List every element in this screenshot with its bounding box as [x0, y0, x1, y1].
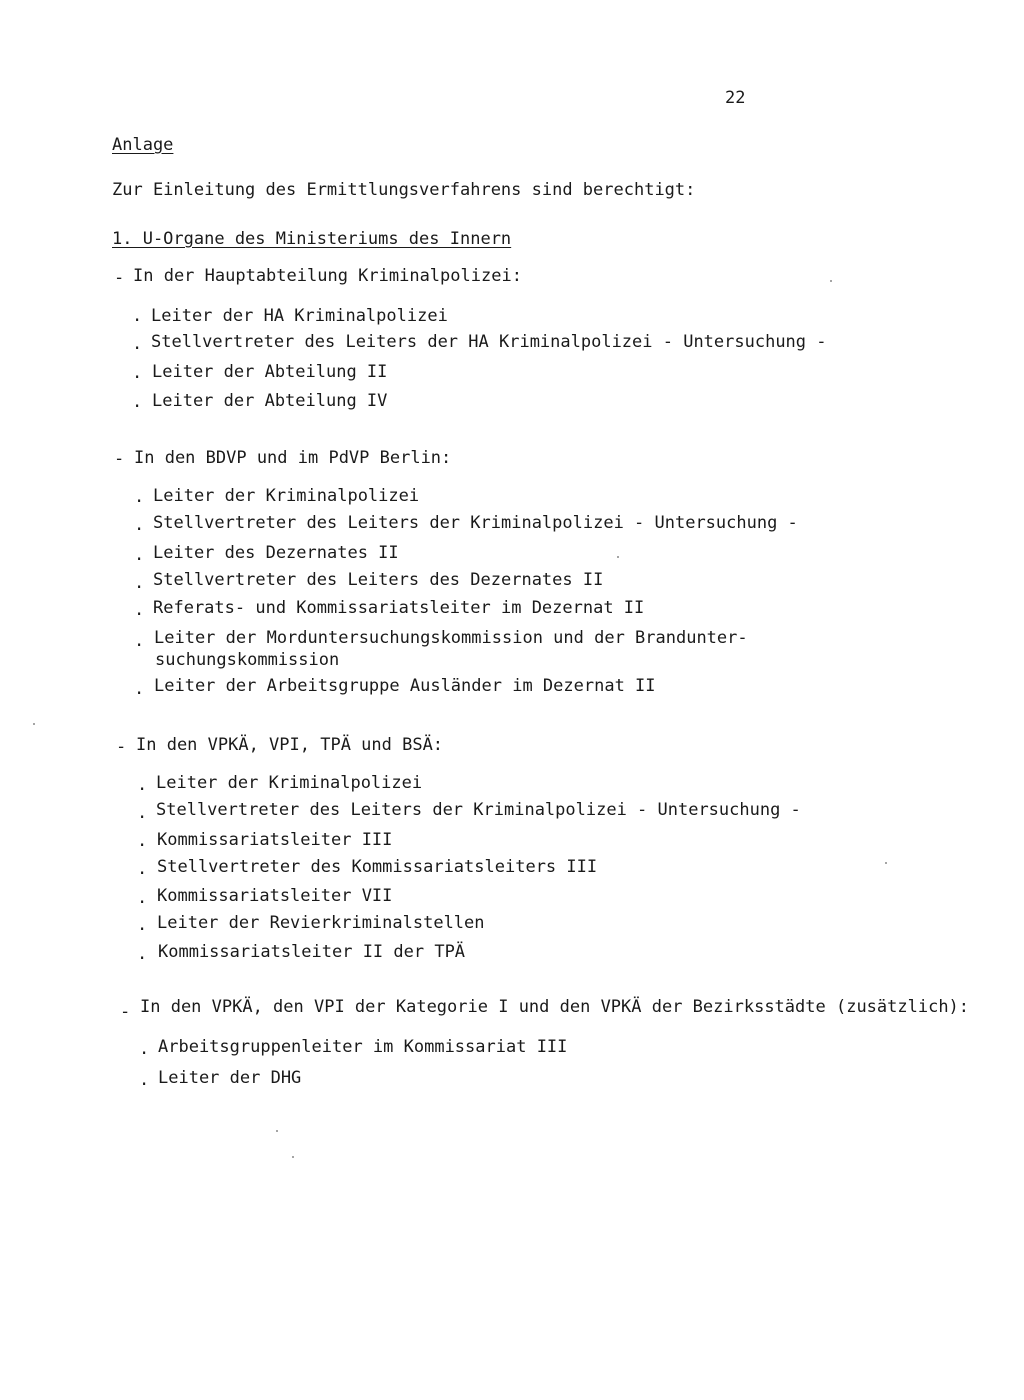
group-3-dash: -: [116, 737, 127, 757]
group-1-title: In der Hauptabteilung Kriminalpolizei:: [133, 266, 522, 286]
bullet: .: [137, 803, 148, 823]
list-item: Leiter der Kriminalpolizei: [156, 773, 423, 793]
group-2-dash: -: [114, 449, 125, 469]
scan-speck: [885, 862, 887, 864]
bullet: .: [132, 334, 143, 354]
list-item: Leiter des Dezernates II: [153, 543, 399, 563]
bullet: .: [139, 1039, 150, 1059]
heading-anlage: Anlage: [112, 135, 174, 155]
bullet: .: [137, 888, 148, 908]
section-title: 1. U-Organe des Ministeriums des Innern: [112, 229, 512, 249]
bullet: .: [134, 487, 145, 507]
group-3-title: In den VPKÄ, VPI, TPÄ und BSÄ:: [136, 735, 444, 755]
bullet: .: [137, 831, 148, 851]
list-item: Leiter der Abteilung IV: [152, 391, 388, 411]
page-number: 22: [725, 88, 746, 108]
list-item: Leiter der Abteilung II: [152, 362, 388, 382]
list-item: Leiter der DHG: [158, 1068, 302, 1088]
bullet: .: [132, 363, 143, 383]
list-item: Stellvertreter des Leiters der Kriminalpolizei - Untersuchung -: [153, 513, 798, 533]
bullet: .: [134, 600, 145, 620]
scan-speck: [830, 280, 832, 282]
list-item: Stellvertreter des Leiters des Dezernates II: [153, 570, 604, 590]
bullet: .: [137, 859, 148, 879]
bullet: .: [132, 306, 143, 326]
scan-speck: [292, 1156, 294, 1158]
list-item: Leiter der Revierkriminalstellen: [157, 913, 485, 933]
list-item: Kommissariatsleiter VII: [157, 886, 393, 906]
bullet: .: [137, 775, 148, 795]
bullet: .: [139, 1070, 150, 1090]
group-1-dash: -: [114, 268, 125, 288]
list-item: Leiter der Kriminalpolizei: [153, 486, 420, 506]
list-item: Stellvertreter des Leiters der Kriminalpolizei - Untersuchung -: [156, 800, 801, 820]
scan-speck: [617, 556, 619, 558]
list-item: Referats- und Kommissariatsleiter im Dezernat II: [153, 598, 645, 618]
intro-text: Zur Einleitung des Ermittlungsverfahrens sind berechtigt:: [112, 180, 696, 200]
bullet: .: [134, 573, 145, 593]
list-item: Stellvertreter des Leiters der HA Kriminalpolizei - Untersuchung -: [151, 332, 827, 352]
bullet: .: [134, 679, 145, 699]
list-item: Leiter der Arbeitsgruppe Ausländer im Dezernat II: [154, 676, 656, 696]
group-4-title: In den VPKÄ, den VPI der Kategorie I und den VPKÄ der Bezirksstädte (zusätzlich):: [140, 997, 970, 1017]
bullet: .: [132, 392, 143, 412]
list-item: Leiter der Morduntersuchungskommission und der Brandunter-: [154, 628, 748, 648]
list-item: Leiter der HA Kriminalpolizei: [151, 306, 448, 326]
list-item: Kommissariatsleiter II der TPÄ: [158, 942, 466, 962]
bullet: .: [137, 944, 148, 964]
scan-speck: [276, 1130, 278, 1132]
bullet: .: [134, 631, 145, 651]
scan-speck: [33, 723, 35, 725]
bullet: .: [134, 515, 145, 535]
list-item-continuation: suchungskommission: [155, 650, 340, 670]
group-4-dash: -: [120, 1002, 131, 1022]
list-item: Kommissariatsleiter III: [157, 830, 393, 850]
bullet: .: [137, 915, 148, 935]
list-item: Arbeitsgruppenleiter im Kommissariat III: [158, 1037, 568, 1057]
group-2-title: In den BDVP und im PdVP Berlin:: [134, 448, 452, 468]
bullet: .: [134, 545, 145, 565]
list-item: Stellvertreter des Kommissariatsleiters III: [157, 857, 598, 877]
